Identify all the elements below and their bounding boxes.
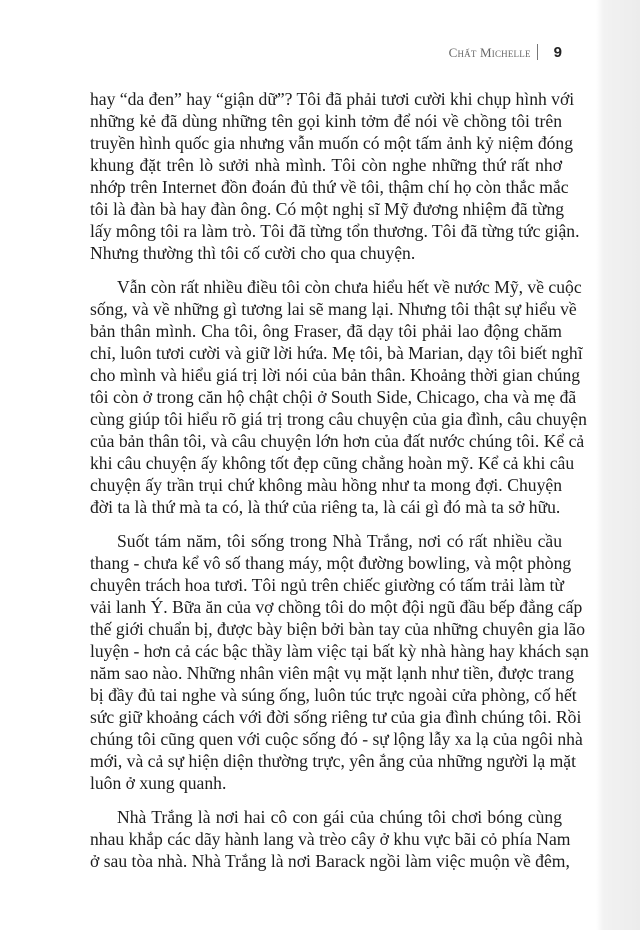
text-line: chỉ, luôn tươi cười và giữ lời hứa. Mẹ tôi, bà Marian, dạy tôi biết nghĩ	[90, 343, 583, 363]
text-line: chúng tôi cũng quen với cuộc sống đó - sự lộng lẫy xa lạ của ngôi nhà	[90, 729, 583, 749]
text-line: chuyên trách hoa tươi. Tôi ngủ trên chiếc giường có tấm trải làm từ	[90, 575, 564, 595]
paragraph	[90, 88, 580, 264]
text-line: đời ta là thứ mà ta có, là thứ của riêng ta, là cái gì đó mà ta sở hữu.	[90, 497, 561, 517]
text-line: năm sao nào. Những nhân viên mật vụ mặt lạnh như tiền, được trang	[90, 663, 574, 683]
text-line: thế giới chuẩn bị, được bày biện bởi bàn tay của những chuyên gia lão	[90, 619, 585, 639]
text-line: tôi là đàn bà hay đàn ông. Có một nghị sĩ Mỹ đương nhiệm đã từng	[90, 199, 565, 219]
text-line: khung đặt trên lò sưởi nhà mình. Tôi còn nghe những thứ rất nhơ	[90, 155, 562, 175]
text-line: ở sau tòa nhà. Nhà Trắng là nơi Barack ngồi làm việc muộn về đêm,	[90, 851, 570, 871]
text-line: cùng giúp tôi hiểu rõ giá trị trong câu chuyện của gia đình, câu chuyện	[90, 409, 587, 429]
text-line: tôi còn ở trong căn hộ chật chội ở South Side, Chicago, cha và mẹ đã	[90, 387, 577, 407]
page-body	[90, 88, 589, 884]
text-line: cho mình và hiểu giá trị lời nói của bản thân. Khoảng thời gian chúng	[90, 365, 581, 385]
paragraph	[90, 806, 571, 872]
text-line: của bản thân tôi, và câu chuyện lớn hơn của đất nước chúng tôi. Kể cả	[90, 431, 585, 451]
text-line: chuyện ấy trần trụi chứ không màu hồng như ta mong đợi. Chuyện	[90, 475, 562, 495]
text-line: luôn ở xung quanh.	[90, 773, 227, 793]
text-line: truyền hình quốc gia nhưng vẫn muốn có một tấm ảnh kỷ niệm đóng	[90, 133, 574, 153]
text-line: những kẻ đã dùng những tên gọi kinh tởm để nói về chồng tôi trên	[90, 111, 562, 131]
text-line: Suốt tám năm, tôi sống trong Nhà Trắng, nơi có rất nhiều cầu	[117, 531, 562, 551]
text-line: nhau khắp các dãy hành lang và trèo cây ở khu vực bãi cỏ phía Nam	[90, 829, 571, 849]
text-line: thang - chưa kể vô số thang máy, một đường bowling, và một phòng	[90, 553, 572, 573]
running-header	[0, 44, 562, 61]
header-divider	[537, 44, 538, 60]
text-line: hay “da đen” hay “giận dữ”? Tôi đã phải tươi cười khi chụp hình với	[90, 89, 575, 109]
text-line: bị đầy đủ tai nghe và súng ống, luôn túc trực ngoài cửa phòng, cố hết	[90, 685, 577, 705]
text-line: lấy mông tôi ra làm trò. Tôi đã từng tổn thương. Tôi đã từng tức giận.	[90, 221, 580, 241]
text-line: luyện - hơn cả các bậc thầy làm việc tại bất kỳ nhà hàng hay khách sạn	[90, 641, 589, 661]
text-line: bản thân mình. Cha tôi, ông Fraser, đã dạy tôi phải lao động chăm	[90, 321, 562, 341]
text-line: khi câu chuyện ấy không tốt đẹp cũng chẳng hoàn mỹ. Kể cả khi câu	[90, 453, 575, 473]
text-line: mới, và cả sự hiện diện thường trực, yên ắng của những người lạ mặt	[90, 751, 576, 771]
text-line: Nhà Trắng là nơi hai cô con gái của chúng tôi chơi bóng cùng	[117, 807, 562, 827]
paragraph	[90, 276, 587, 518]
page-number: 9	[553, 44, 562, 61]
paragraph	[90, 530, 589, 794]
text-line: sức giữ khoảng cách với đời sống riêng tư của gia đình chúng tôi. Rồi	[90, 707, 582, 727]
text-line: sống, và về những gì tương lai sẽ mang lại. Nhưng tôi thật sự hiểu về	[90, 299, 577, 319]
text-line: nhớp trên Internet đồn đoán đủ thứ về tôi, thậm chí họ còn thắc mắc	[90, 177, 569, 197]
text-line: Vẫn còn rất nhiều điều tôi còn chưa hiểu hết về nước Mỹ, về cuộc	[117, 277, 582, 297]
book-title: Chất Michelle	[448, 45, 531, 60]
text-line: vải lanh Ý. Bữa ăn của vợ chồng tôi do một đội ngũ đầu bếp đẳng cấp	[90, 597, 583, 617]
text-line: Nhưng thường thì tôi cố cười cho qua chuyện.	[90, 243, 416, 263]
